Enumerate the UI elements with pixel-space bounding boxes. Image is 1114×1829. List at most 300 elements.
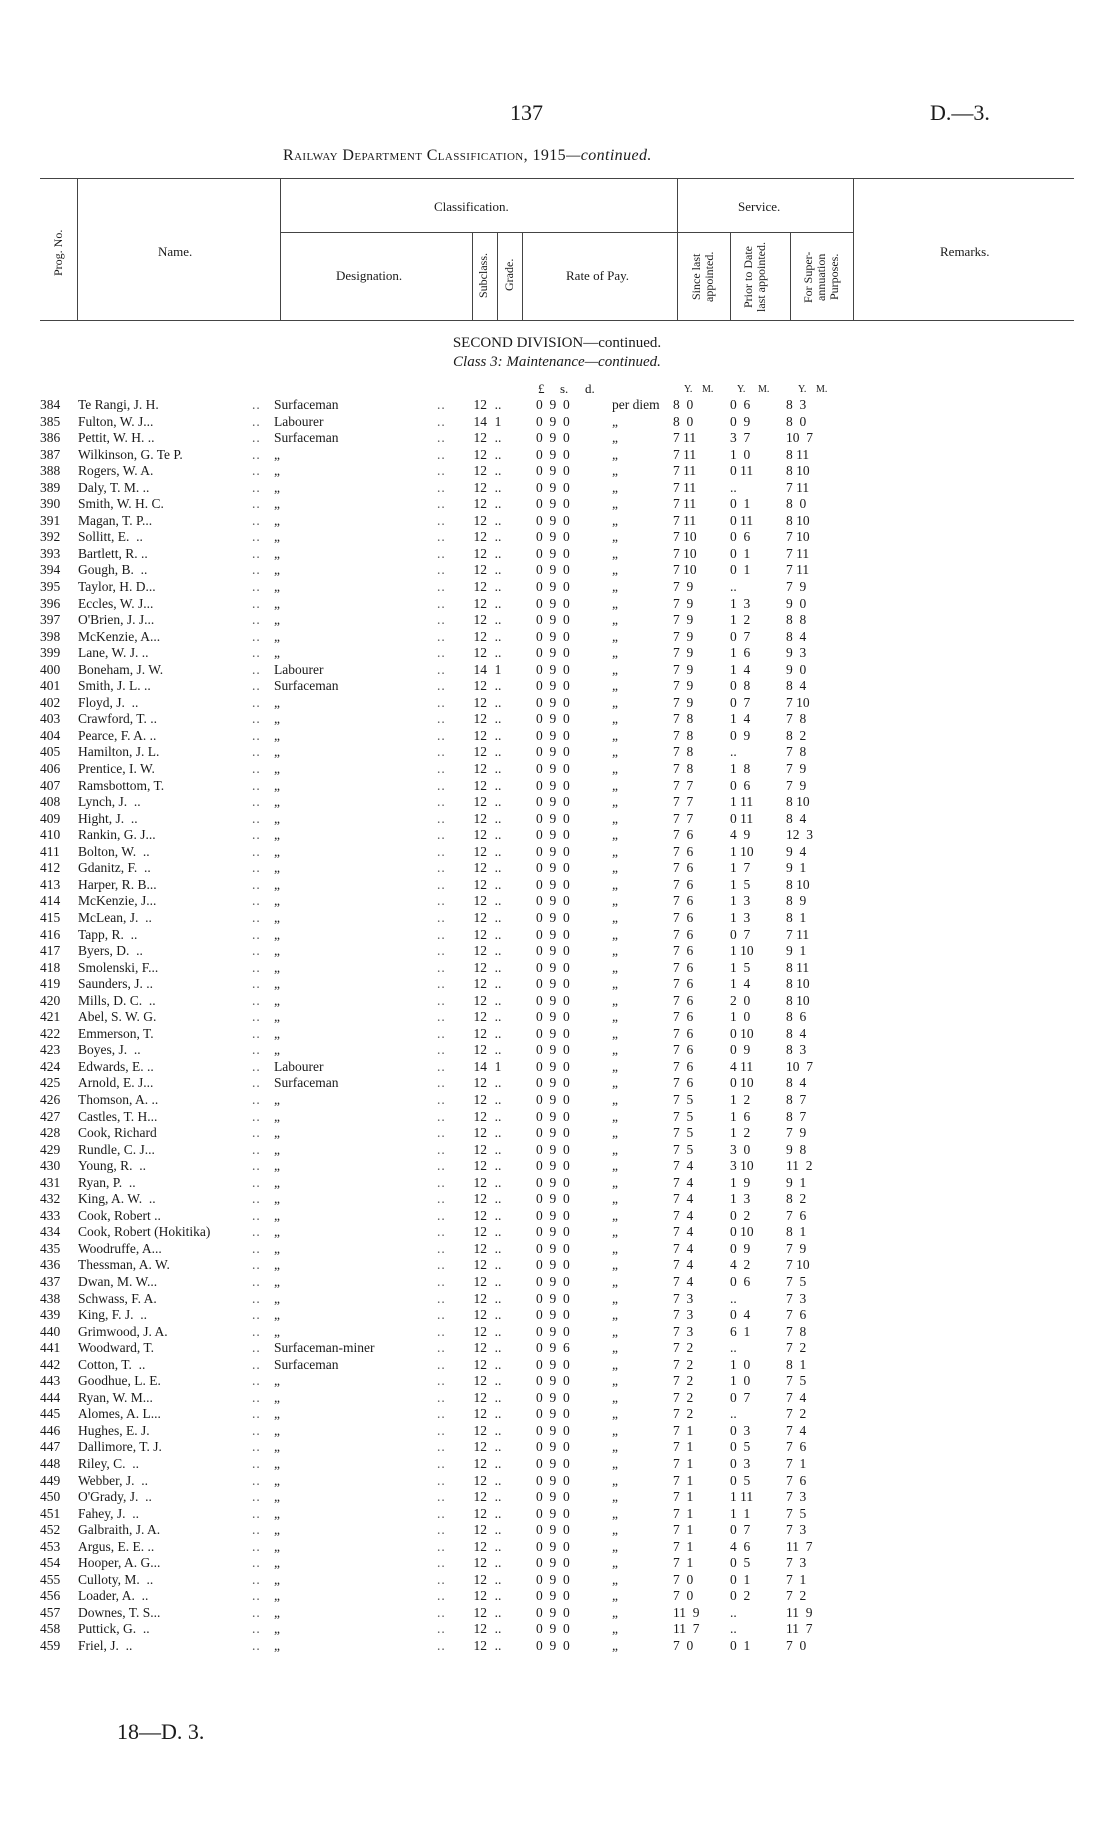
employee-name: Bartlett, R. .. [78,545,148,561]
designation: „ [274,1555,280,1571]
employee-name: Woodward, T. [78,1340,155,1356]
service-superannuation: 12 3 [786,827,813,843]
rate-of-pay: 0 9 0 [536,413,570,429]
grade: .. [494,860,502,876]
grade: .. [494,909,502,925]
subclass: 12 [473,1439,487,1455]
service-superannuation: 9 1 [786,860,807,876]
header-remarks: Remarks. [940,244,990,259]
prog-no: 413 [40,876,61,892]
pay-period: „ [612,926,618,942]
service-prior: 0 1 [730,496,751,512]
leader-dots: .. [437,1522,446,1538]
service-prior: 0 9 [730,727,751,743]
table-row [0,1142,1114,1159]
service-superannuation: 7 10 [786,694,810,710]
rate-of-pay: 0 9 0 [536,893,570,909]
designation: „ [274,827,280,843]
leader-dots: .. [437,1025,446,1041]
service-prior: 0 10 [730,1075,754,1091]
service-superannuation: 8 8 [786,612,807,628]
prog-no: 445 [40,1406,61,1422]
rate-of-pay: 0 9 0 [536,496,570,512]
leader-dots: .. [437,1174,446,1190]
rate-of-pay: 0 9 0 [536,860,570,876]
subclass: 12 [473,479,487,495]
service-since-last: 7 10 [673,545,697,561]
prog-no: 393 [40,545,61,561]
rate-of-pay: 0 9 0 [536,876,570,892]
prog-no: 401 [40,678,61,694]
service-superannuation: 8 9 [786,893,807,909]
leader-dots: .. [437,926,446,942]
prog-no: 424 [40,1058,61,1074]
rate-of-pay: 0 9 0 [536,976,570,992]
leader-dots: .. [252,1290,261,1306]
service-since-last: 7 11 [673,463,697,479]
leader-dots: .. [437,1240,446,1256]
service-since-last: 7 2 [673,1406,694,1422]
leader-dots: .. [252,1307,261,1323]
employee-name: Te Rangi, J. H. [78,397,159,412]
leader-dots: .. [437,1125,446,1141]
service-superannuation: 7 2 [786,1588,807,1604]
service-superannuation: 7 3 [786,1489,807,1505]
pay-period: „ [612,595,618,611]
grade: .. [494,430,502,446]
leader-dots: .. [437,1604,446,1620]
leader-dots: .. [252,1505,261,1521]
subclass: 12 [473,1588,487,1604]
grade: .. [494,628,502,644]
service-since-last: 7 2 [673,1340,694,1356]
leader-dots: .. [437,1588,446,1604]
grade: .. [494,992,502,1008]
prog-no: 387 [40,446,61,462]
subclass: 12 [473,562,487,578]
leader-dots: .. [252,1538,261,1554]
designation: „ [274,612,280,628]
grade: .. [494,1555,502,1571]
designation: „ [274,1439,280,1455]
prog-no: 429 [40,1141,61,1157]
pay-period: „ [612,413,618,429]
grade: .. [494,446,502,462]
service-since-last: 7 4 [673,1273,694,1289]
rate-of-pay: 0 9 0 [536,1224,570,1240]
leader-dots: .. [437,794,446,810]
pay-period: „ [612,893,618,909]
rate-of-pay: 0 9 0 [536,959,570,975]
designation: „ [274,496,280,512]
prog-no: 386 [40,430,61,446]
subclass: 12 [473,926,487,942]
subclass: 12 [473,1273,487,1289]
employee-name: McKenzie, J... [78,893,157,909]
employee-name: Boyes, J. .. [78,1042,141,1058]
employee-name: Woodruffe, A... [78,1240,162,1256]
designation: „ [274,1307,280,1323]
leader-dots: .. [252,1174,261,1190]
leader-dots: .. [252,744,261,760]
prog-no: 395 [40,579,61,595]
table-row [0,1059,1114,1076]
employee-name: Webber, J. .. [78,1472,148,1488]
service-since-last: 7 6 [673,827,694,843]
prog-no: 421 [40,1009,61,1025]
subclass: 12 [473,694,487,710]
designation: „ [274,777,280,793]
service-prior: 0 5 [730,1555,751,1571]
service-prior: 1 6 [730,645,751,661]
employee-name: Fahey, J. .. [78,1505,139,1521]
employee-name: Harper, R. B... [78,876,157,892]
designation: „ [274,1042,280,1058]
rate-of-pay: 0 9 0 [536,1638,570,1654]
leader-dots: .. [437,909,446,925]
service-since-last: 7 10 [673,562,697,578]
leader-dots: .. [252,1522,261,1538]
prog-no: 456 [40,1588,61,1604]
pay-period: „ [612,1174,618,1190]
subclass: 12 [473,1472,487,1488]
service-superannuation: 9 0 [786,595,807,611]
leader-dots: .. [437,529,446,545]
service-prior: .. [730,1604,737,1620]
table-row [0,1274,1114,1291]
table-row [0,1109,1114,1126]
employee-name: Wilkinson, G. Te P. [78,446,183,462]
leader-dots: .. [252,777,261,793]
table-row [0,1340,1114,1357]
rate-of-pay: 0 9 0 [536,1422,570,1438]
rate-of-pay: 0 9 0 [536,1125,570,1141]
table-row [0,463,1114,480]
grade: .. [494,529,502,545]
table-row [0,629,1114,646]
employee-name: Taylor, H. D... [78,579,156,595]
rate-of-pay: 0 9 0 [536,1075,570,1091]
service-since-last: 7 1 [673,1439,694,1455]
service-superannuation: 8 11 [786,446,810,462]
grade: .. [494,1389,502,1405]
table-row [0,728,1114,745]
designation: „ [274,512,280,528]
service-prior: 1 10 [730,943,754,959]
rate-of-pay: 0 9 0 [536,1290,570,1306]
grade: .. [494,1356,502,1372]
subclass: 12 [473,1290,487,1306]
table-row [0,927,1114,944]
service-prior: .. [730,1340,737,1356]
designation: „ [274,694,280,710]
table-row [0,1291,1114,1308]
unit-prior-years: Y. [737,384,746,395]
leader-dots: .. [437,876,446,892]
employee-name: Edwards, E. .. [78,1058,154,1074]
designation: „ [274,1538,280,1554]
service-since-last: 7 4 [673,1158,694,1174]
service-since-last: 7 7 [673,810,694,826]
service-prior: .. [730,1621,737,1637]
leader-dots: .. [252,1373,261,1389]
leader-dots: .. [437,397,446,412]
subclass: 12 [473,678,487,694]
pay-period: „ [612,1356,618,1372]
employee-name: Crawford, T. .. [78,711,157,727]
subclass: 12 [473,744,487,760]
table-row [0,662,1114,679]
leader-dots: .. [437,463,446,479]
table-row [0,1456,1114,1473]
service-prior: 3 7 [730,430,751,446]
designation: „ [274,1273,280,1289]
designation: „ [274,1522,280,1538]
subclass: 12 [473,1025,487,1041]
grade: .. [494,562,502,578]
service-since-last: 7 9 [673,678,694,694]
service-superannuation: 8 10 [786,976,810,992]
table-row [0,1390,1114,1407]
leader-dots: .. [437,512,446,528]
service-prior: 1 2 [730,1125,751,1141]
leader-dots: .. [437,661,446,677]
pay-period: „ [612,1340,618,1356]
leader-dots: .. [437,761,446,777]
designation: „ [274,860,280,876]
service-prior: 1 8 [730,761,751,777]
header-top-rule [40,178,1074,179]
designation: „ [274,959,280,975]
prog-no: 391 [40,512,61,528]
service-prior: 0 3 [730,1456,751,1471]
leader-dots: .. [252,1422,261,1438]
table-row [0,1439,1114,1456]
service-superannuation: 7 8 [786,744,807,760]
rate-of-pay: 0 9 0 [536,1571,570,1587]
designation: „ [274,1571,280,1587]
leader-dots: .. [252,827,261,843]
pay-period: per diem [612,397,660,412]
prog-no: 419 [40,976,61,992]
table-row [0,1555,1114,1572]
employee-name: Galbraith, J. A. [78,1522,161,1538]
rate-of-pay: 0 9 0 [536,909,570,925]
grade: .. [494,1340,502,1356]
employee-name: Emmerson, T. [78,1025,154,1041]
employee-name: Argus, E. E. .. [78,1538,155,1554]
service-prior: 0 5 [730,1472,751,1488]
service-superannuation: 7 10 [786,1257,810,1273]
leader-dots: .. [252,1472,261,1488]
designation: „ [274,1505,280,1521]
prog-no: 414 [40,893,61,909]
leader-dots: .. [437,1571,446,1587]
leader-dots: .. [252,926,261,942]
grade: .. [494,1091,502,1107]
leader-dots: .. [252,727,261,743]
employee-name: Puttick, G. .. [78,1621,150,1637]
leader-dots: .. [437,1058,446,1074]
service-since-last: 7 4 [673,1174,694,1190]
pay-period: „ [612,1091,618,1107]
service-prior: 1 1 [730,1505,751,1521]
leader-dots: .. [437,1638,446,1654]
service-since-last: 7 11 [673,479,697,495]
designation: „ [274,1323,280,1339]
pay-period: „ [612,827,618,843]
grade: .. [494,397,502,412]
prog-no: 459 [40,1638,61,1654]
table-row [0,910,1114,927]
designation: Labourer [274,413,324,429]
service-since-last: 7 9 [673,694,694,710]
table-row [0,1092,1114,1109]
service-superannuation: 8 11 [786,959,810,975]
designation: „ [274,1174,280,1190]
prog-no: 444 [40,1389,61,1405]
leader-dots: .. [437,1489,446,1505]
service-superannuation: 7 10 [786,529,810,545]
service-since-last: 7 4 [673,1240,694,1256]
table-row [0,960,1114,977]
subclass: 12 [473,463,487,479]
pay-period: „ [612,1158,618,1174]
service-prior: .. [730,579,737,595]
prog-no: 405 [40,744,61,760]
prog-no: 417 [40,943,61,959]
unit-shillings: s. [560,381,569,396]
leader-dots: .. [437,1439,446,1455]
designation: „ [274,645,280,661]
grade: .. [494,777,502,793]
employee-name: Fulton, W. J... [78,413,154,429]
service-prior: 0 1 [730,1571,751,1587]
subclass: 12 [473,727,487,743]
designation: „ [274,1257,280,1273]
service-superannuation: 8 4 [786,1025,807,1041]
service-since-last: 7 7 [673,777,694,793]
service-since-last: 7 5 [673,1125,694,1141]
subclass: 12 [473,976,487,992]
service-prior: 0 9 [730,1240,751,1256]
rate-of-pay: 0 9 0 [536,1538,570,1554]
subclass: 12 [473,909,487,925]
pay-period: „ [612,1505,618,1521]
designation: „ [274,943,280,959]
service-prior: 1 3 [730,893,751,909]
service-prior: 0 10 [730,1224,754,1240]
designation: „ [274,1373,280,1389]
pay-period: „ [612,1307,618,1323]
table-row [0,678,1114,695]
subclass: 12 [473,1108,487,1124]
service-prior: 0 3 [730,1422,751,1438]
table-row [0,579,1114,596]
pay-period: „ [612,843,618,859]
leader-dots: .. [252,496,261,512]
service-since-last: 7 8 [673,761,694,777]
grade: .. [494,1125,502,1141]
grade: .. [494,1588,502,1604]
rate-of-pay: 0 9 0 [536,727,570,743]
leader-dots: .. [252,545,261,561]
divider-grade [522,232,523,320]
subclass: 12 [473,893,487,909]
subclass: 12 [473,1158,487,1174]
leader-dots: .. [437,612,446,628]
rate-of-pay: 0 9 0 [536,1058,570,1074]
service-prior: .. [730,1406,737,1422]
unit-super-years: Y. [798,384,807,395]
service-since-last: 11 9 [673,1604,700,1620]
table-row [0,1257,1114,1274]
service-since-last: 7 5 [673,1141,694,1157]
service-prior: 1 0 [730,1356,751,1372]
leader-dots: .. [437,1091,446,1107]
designation: Labourer [274,1058,324,1074]
designation: „ [274,727,280,743]
service-prior: 0 4 [730,1307,751,1323]
employee-name: Cook, Robert .. [78,1207,161,1223]
service-since-last: 7 9 [673,645,694,661]
employee-name: Ryan, P. .. [78,1174,136,1190]
service-superannuation: 8 3 [786,1042,807,1058]
service-prior: 1 3 [730,1191,751,1207]
service-since-last: 7 2 [673,1356,694,1372]
subclass: 12 [473,1191,487,1207]
leader-dots: .. [252,876,261,892]
table-row [0,844,1114,861]
subclass: 12 [473,446,487,462]
leader-dots: .. [437,1389,446,1405]
rate-of-pay: 0 9 0 [536,1174,570,1190]
subclass: 12 [473,1621,487,1637]
employee-name: Alomes, A. L... [78,1406,161,1422]
divider-super [853,178,854,320]
leader-dots: .. [437,893,446,909]
service-superannuation: 7 11 [786,926,810,942]
prog-no: 451 [40,1505,61,1521]
leader-dots: .. [252,860,261,876]
leader-dots: .. [437,645,446,661]
grade: .. [494,1505,502,1521]
pay-period: „ [612,1075,618,1091]
grade: .. [494,579,502,595]
service-prior: 1 4 [730,661,751,677]
pay-period: „ [612,545,618,561]
leader-dots: .. [252,628,261,644]
table-row [0,447,1114,464]
service-since-last: 7 5 [673,1091,694,1107]
service-superannuation: 7 4 [786,1422,807,1438]
service-superannuation: 7 6 [786,1472,807,1488]
table-row [0,1026,1114,1043]
rate-of-pay: 0 9 0 [536,992,570,1008]
pay-period: „ [612,1207,618,1223]
subclass: 12 [473,794,487,810]
table-title-continued: —continued. [566,147,652,164]
rate-of-pay: 0 9 0 [536,463,570,479]
header-bottom-rule [40,320,1074,321]
service-superannuation: 11 2 [786,1158,813,1174]
employee-name: Gdanitz, F. .. [78,860,151,876]
leader-dots: .. [252,1489,261,1505]
subclass: 12 [473,1522,487,1538]
leader-dots: .. [437,959,446,975]
grade: .. [494,612,502,628]
table-row [0,711,1114,728]
